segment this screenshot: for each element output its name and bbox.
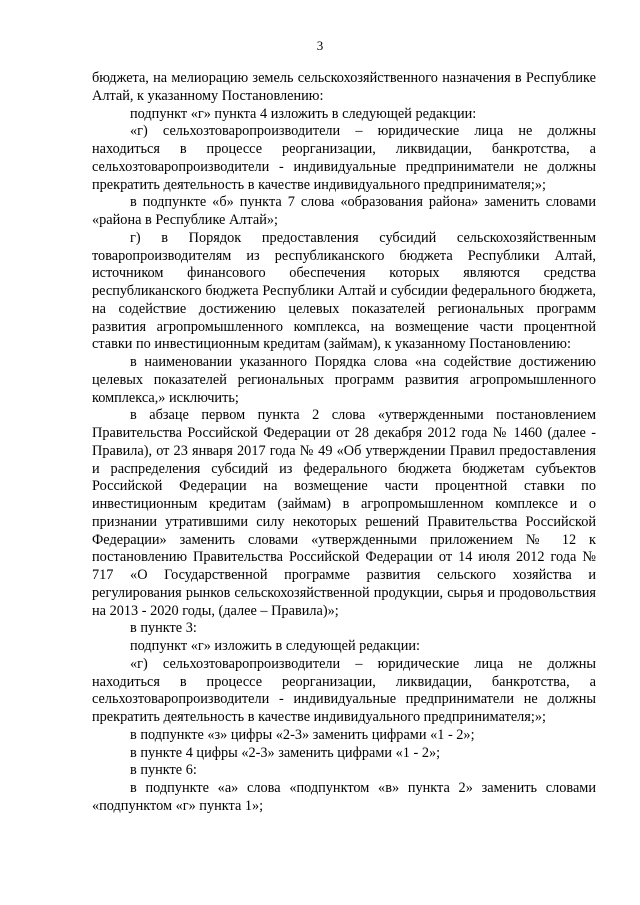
paragraph: «г) сельхозтоваропроизводители – юридические лица не должны находиться в процессе реорганизации, ликвидации, банкротства, а сельхозтоваропроизводители - индивидуальные предприниматели не должны прекратить деятельность в качестве индивидуального предпринимателя;»; [92,655,596,725]
paragraph: «г) сельхозтоваропроизводители – юридические лица не должны находиться в процессе реорганизации, ликвидации, банкротства, а сельхозтоваропроизводители - индивидуальные предприниматели не должны прекратить деятельность в качестве индивидуального предпринимателя;»; [92,123,596,193]
paragraph: в пункте 6: [130,762,197,779]
paragraph: в пункте 3: [130,620,197,637]
document-body [92,70,596,816]
paragraph: в абзаце первом пункта 2 слова «утвержденными постановлением Правительства Российской Федерации от 28 декабря 2012 года № 1460 (далее - Правила), от 23 января 2017 года № 49 «Об утверждении Правил предоставления и распределения субсидий из федерального бюджета бюджетам субъектов Российской Федерации на возмещение части процентной ставки по инвестиционным кредитам (займам) в агропромышленном комплексе и о признании утратившими силу некоторых решений Правительства Российской Федерации» заменить словами «утвержденными приложением № 12 к постановлению Правительства Российской Федерации от 14 июля 2012 года № 717 «О Государственной программе развития сельского хозяйства и регулирования рынков сельскохозяйственной продукции, сырья и продовольствия на 2013 - 2020 годы, (далее – Правила)»; [92,407,596,619]
page-number: 3 [316,38,324,53]
paragraph: в подпункте «б» пункта 7 слова «образования района» заменить словами «района в Республике Алтай»; [92,194,596,228]
paragraph: в подпункте «з» цифры «2-3» заменить цифрами «1 - 2»; [130,726,475,743]
paragraph: бюджета, на мелиорацию земель сельскохозяйственного назначения в Республике Алтай, к указанному Постановлению: [92,70,596,104]
paragraph: в подпункте «а» слова «подпунктом «в» пункта 2» заменить словами «подпунктом «г» пункта 1»; [92,780,596,814]
paragraph: подпункт «г» пункта 4 изложить в следующей редакции: [130,105,477,122]
paragraph: в пункте 4 цифры «2-3» заменить цифрами «1 - 2»; [130,744,441,761]
paragraph: г) в Порядок предоставления субсидий сельскохозяйственным товаропроизводителям из республиканского бюджета Республики Алтай, источником финансового обеспечения которых являются средства республиканского бюджета Республики Алтай и субсидии федерального бюджета, на содействие достижению целевых показателей региональных программ развития агропромышленного комплекса, на возмещение части процентной ставки по инвестиционным кредитам (займам), к указанному Постановлению: [92,229,596,353]
paragraph: подпункт «г» изложить в следующей редакции: [130,638,420,654]
paragraph: в наименовании указанного Порядка слова «на содействие достижению целевых показателей региональных программ развития агропромышленного комплекса,» исключить; [92,354,596,406]
